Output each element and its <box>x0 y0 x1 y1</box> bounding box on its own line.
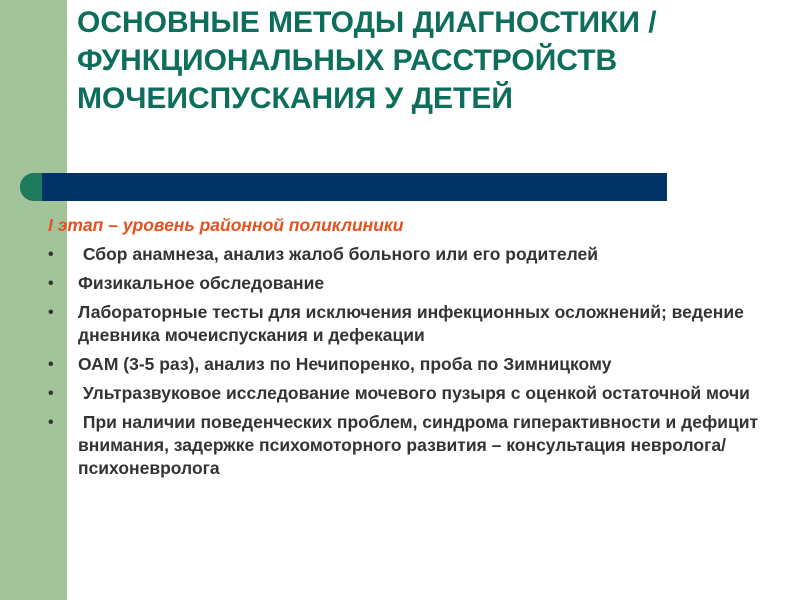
bullet-icon: • <box>48 304 54 321</box>
list-item <box>48 353 768 376</box>
list-item-text: Физикальное обследование <box>78 273 325 293</box>
title-divider-bar <box>20 173 667 201</box>
list-item <box>48 272 768 295</box>
slide-title: ОСНОВНЫЕ МЕТОДЫ ДИАГНОСТИКИ / ФУНКЦИОНАЛЬНЫХ РАССТРОЙСТВ МОЧЕИСПУСКАНИЯ У ДЕТЕЙ <box>77 6 657 115</box>
bullet-icon: • <box>48 385 54 402</box>
list-item-text: Сбор анамнеза, анализ жалоб больного или его родителей <box>78 244 598 264</box>
list-item-text: При наличии поведенческих проблем, синдрома гиперактивности и дефицит внимания, задержке психомоторного развития – консультация невролога/ психоневролога <box>78 412 763 478</box>
list-item <box>48 382 768 405</box>
bullet-icon: • <box>48 356 54 373</box>
slide-content <box>48 214 768 486</box>
bullet-icon: • <box>48 246 54 263</box>
bullet-icon: • <box>48 275 54 292</box>
list-item-text: ОАМ (3-5 раз), анализ по Нечипоренко, проба по Зимницкому <box>78 354 612 374</box>
list-item <box>48 411 768 480</box>
list-item-text: Ультразвуковое исследование мочевого пузыря с оценкой остаточной мочи <box>78 383 750 403</box>
stage-heading: I этап – уровень районной поликлиники <box>48 215 404 235</box>
diagnostic-methods-list <box>48 243 768 480</box>
list-item-text: Лабораторные тесты для исключения инфекционных осложнений; ведение дневника мочеиспускания и дефекации <box>78 302 744 345</box>
list-item <box>48 243 768 266</box>
bullet-icon: • <box>48 414 54 431</box>
divider-accent <box>20 173 42 201</box>
list-item <box>48 301 768 347</box>
